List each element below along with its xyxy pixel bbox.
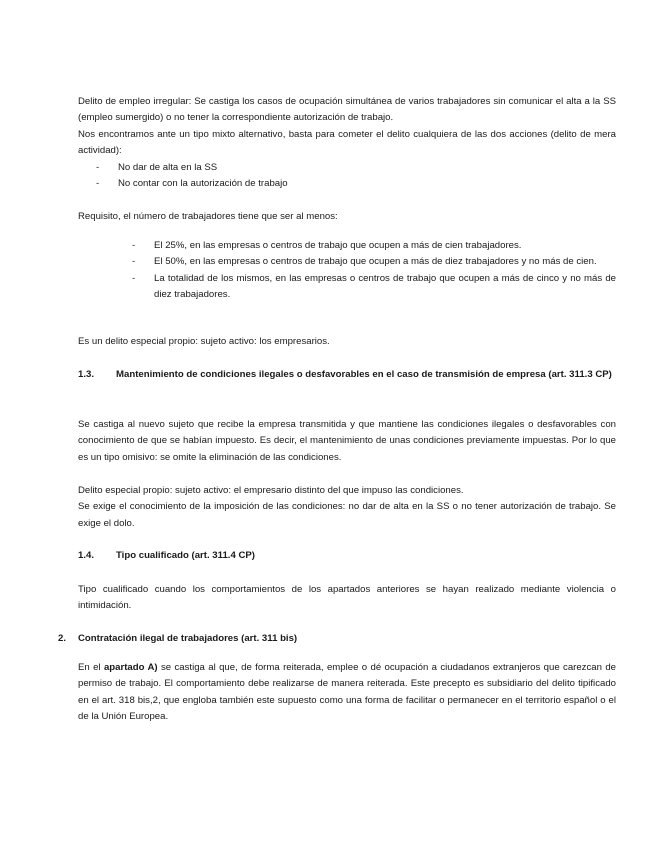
section-heading-1-4 xyxy=(78,548,616,564)
section-number: 2. xyxy=(58,633,67,644)
section-title: Contratación ilegal de trabajadores (art. 311 bis) xyxy=(78,633,298,644)
list-item-text: El 50%, en las empresas o centros de trabajo que ocupen a más de diez trabajadores y no más de cien. xyxy=(154,256,597,268)
paragraph-nuevo-sujeto xyxy=(78,417,616,466)
bullet-marker: - xyxy=(96,161,100,173)
bullet-marker: - xyxy=(132,256,136,268)
list-item xyxy=(116,238,616,254)
paragraph-text: Requisito, el número de trabajadores tiene que ser al menos: xyxy=(78,211,338,222)
paragraph-empleo-irregular xyxy=(78,94,616,192)
paragraph-text: Delito especial propio: sujeto activo: el empresario distinto del que impuso las condiciones. xyxy=(78,485,464,496)
paragraph-text: Se castiga al nuevo sujeto que recibe la empresa transmitida y que mantiene las condiciones ilegales o desfavorables con conocimiento de que se habían impuesto. Es decir, el mantenimiento de unas condiciones previamente impuestas. Por lo que es un tipo omisivo: se omite la eliminación de las condiciones. xyxy=(78,419,616,463)
list-item-text: La totalidad de los mismos, en las empresas o centros de trabajo que ocupen a más de cinco y no más de diez trabajadores. xyxy=(154,272,616,301)
paragraph-text: Delito de empleo irregular: Se castiga los casos de ocupación simultánea de varios trabajadores sin comunicar el alta a la SS (empleo sumergido) o no tener la correspondiente autorización de trabajo. xyxy=(78,96,616,124)
section-number: 1.4. xyxy=(78,550,95,561)
section-heading-1-3 xyxy=(78,367,616,383)
bullet-marker: - xyxy=(132,240,136,251)
list-item xyxy=(78,176,616,192)
paragraph-text: Es un delito especial propio: sujeto activo: los empresarios. xyxy=(78,336,330,347)
section-title: Tipo cualificado (art. 311.4 CP) xyxy=(116,550,255,561)
text-run: En el xyxy=(78,662,104,673)
paragraph-tipo-cualificado xyxy=(78,582,616,615)
paragraph-text: Nos encontramos ante un tipo mixto alternativo, basta para cometer el delito cualquiera de las dos acciones (delito de mera actividad): xyxy=(78,128,616,157)
paragraph-requisito xyxy=(78,209,616,225)
list-item xyxy=(78,160,616,176)
list-item-text: El 25%, en las empresas o centros de trabajo que ocupen a más de cien trabajadores. xyxy=(154,240,522,251)
requisito-list xyxy=(116,238,616,304)
list-item-text: No dar de alta en la SS xyxy=(118,161,218,173)
bold-text-run: apartado A) xyxy=(103,662,158,673)
section-title: Mantenimiento de condiciones ilegales o desfavorables en el caso de transmisión de empresa (art. 311.3 CP) xyxy=(116,369,612,380)
text-run: se castiga al que, de forma reiterada, emplee o dé ocupación a ciudadanos extranjeros que carezcan de permiso de trabajo. El comportamiento debe realizarse de manera reiterada. Este precepto es subsidiario del delito tipificado en el art. 318 bis,2, que engloba también este supuesto como una forma de facilitar o permanecer en el territorio español o el de la Unión Europea. xyxy=(78,662,616,723)
list-item-text: No contar con la autorización de trabajo xyxy=(118,178,288,190)
section-number: 1.3. xyxy=(78,369,95,380)
bullet-marker: - xyxy=(96,178,100,190)
list-item xyxy=(116,271,616,304)
paragraph-text xyxy=(78,660,616,726)
paragraph-apartado-a xyxy=(78,660,616,726)
bullet-marker: - xyxy=(132,272,136,284)
paragraph-delito-especial xyxy=(78,334,616,350)
paragraph-text: Tipo cualificado cuando los comportamientos de los apartados anteriores se hayan realizado mediante violencia o intimidación. xyxy=(78,584,616,612)
section-heading-2 xyxy=(58,631,616,647)
paragraph-sujeto-activo xyxy=(78,483,616,532)
paragraph-text: Se exige el conocimiento de la imposición de las condiciones: no dar de alta en la SS o no tener autorización de trabajo. Se exige el dolo. xyxy=(78,501,616,529)
list-item xyxy=(116,254,616,270)
